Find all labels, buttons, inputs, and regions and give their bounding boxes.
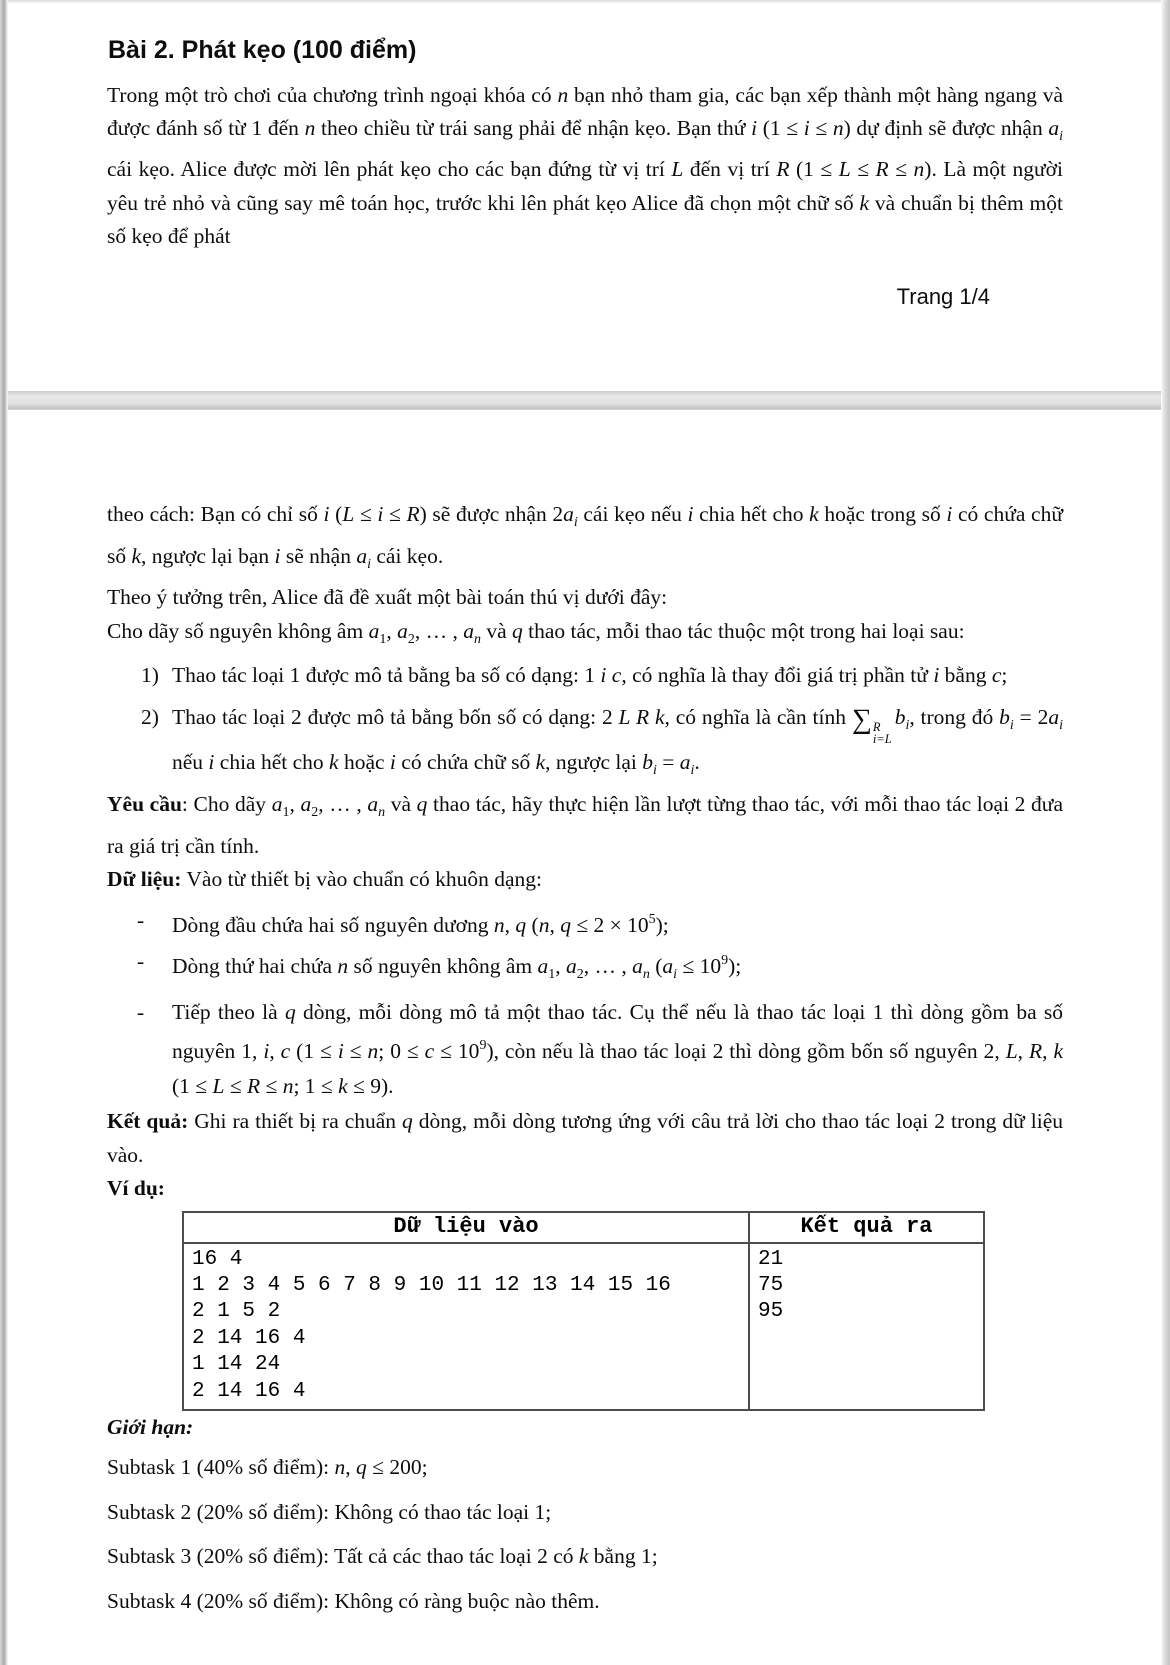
paragraph-idea: Theo ý tưởng trên, Alice đã đề xuất một bài toán thú vị dưới đây: [107,585,668,609]
operation-type-list [107,658,1063,788]
page-break-gap [0,391,1170,410]
list-item-marker: 2) [141,705,159,729]
problem-title: Bài 2. Phát kẹo (100 điểm) [108,35,417,64]
example-input-line: 16 4 [192,1247,243,1271]
input-format-item [107,995,1063,1104]
bullet-text: Dòng đầu chứa hai số nguyên dương n, q (n, $q \le 2 \times 10^5$); [172,911,669,937]
subtask-line: Subtask 4 (20% số điểm): Không có ràng buộc nào thêm. [107,1588,600,1613]
list-item-text: Thao tác loại 1 được mô tả bằng ba số có dạng: 1 i c, có nghĩa là thay đổi giá trị phần tử i bằng c; [172,663,1008,687]
page-2 [107,498,1063,1629]
example-input-line: 1 14 24 [192,1353,281,1377]
example-output-column [750,1213,983,1409]
page-top-shadow [0,0,1170,4]
page-number: Trang 1/4 [896,284,990,309]
paragraph-requirement: Yêu cầu: Cho dãy $a_1$, $a_2$, … , $a_n$ và q thao tác, hãy thực hiện lần lượt từng thao tác, với mỗi thao tác loại 2 đưa ra giá trị cần tính. [107,792,1064,858]
dash-bullet: - [137,949,145,973]
dash-bullet: - [137,907,145,932]
input-format-item [107,944,1063,993]
example-output-line: 95 [758,1300,784,1324]
example-input-line: 2 14 16 4 [192,1326,306,1350]
example-input-column [184,1213,750,1409]
subtask-line: Subtask 1 (40% số điểm): n, q ≤ 200; [107,1455,428,1480]
paragraph-output-format: Kết quả: Ghi ra thiết bị ra chuẩn q dòng, mỗi dòng tương ứng với câu trả lời cho thao tác loại 2 trong dữ liệu vào. [107,1109,1063,1167]
subtask-list [107,1451,1063,1618]
bullet-text: Dòng thứ hai chứa n số nguyên không âm $a_1$, $a_2$, … , $a_n$ $(a_i \le 10^9)$; [172,953,742,982]
dash-bullet: - [137,999,145,1024]
paragraph-input-format: Dữ liệu: Vào từ thiết bị vào chuẩn có khuôn dạng: [107,867,542,891]
example-table [182,1211,985,1411]
example-input-line: 2 1 5 2 [192,1300,281,1324]
input-format-list [107,903,1063,1104]
operation-type-item [107,658,1063,692]
input-column-body [184,1244,748,1409]
subtask-line: Subtask 2 (20% số điểm): Không có thao tác loại 1; [107,1499,552,1524]
list-item-marker: 1) [141,663,159,687]
output-column-header: Kết quả ra [750,1213,983,1244]
example-output-line: 75 [758,1273,784,1297]
output-column-body [750,1244,983,1409]
subtask-line: Subtask 3 (20% số điểm): Tất cả các thao tác loại 2 có k bằng 1; [107,1544,658,1569]
example-input-line: 2 14 16 4 [192,1379,306,1403]
bullet-text: Tiếp theo là q dòng, mỗi dòng mô tả một thao tác. Cụ thể nếu là thao tác loại 1 thì dòng gồm ba số nguyên 1, i, c (1 ≤ i ≤ n; $0 \le c \le 10^9$), còn nếu là thao tác loại 2 thì dòng gồm bốn số nguyên 2, L, R, k (1 ≤ L ≤ R ≤ n; 1 ≤ k ≤ 9). [172,999,1064,1098]
example-heading: Ví dụ: [107,1176,165,1200]
example-input-line: 1 2 3 4 5 6 7 8 9 10 11 12 13 14 15 16 [192,1273,671,1297]
input-column-header: Dữ liệu vào [184,1213,748,1244]
example-output-line: 21 [758,1247,784,1271]
input-format-item [107,903,1063,943]
paragraph-candy-rule: theo cách: Bạn có chỉ số i (L ≤ i ≤ R) sẽ được nhận $2a_i$ cái kẹo nếu i chia hết cho k hoặc trong số i có chứa chữ số k, ngược lại bạn i sẽ nhận $a_i$ cái kẹo. [107,502,1063,572]
operation-type-item [107,700,1063,788]
left-edge-shadow [0,0,8,1665]
right-edge-shadow [1161,0,1170,1665]
limits-heading: Giới hạn: [107,1414,194,1439]
paragraph-sequence-intro: Cho dãy số nguyên không âm $a_1$, $a_2$, … , $a_n$ và q thao tác, mỗi thao tác thuộc một trong hai loại sau: [107,618,965,647]
problem-intro-paragraph: Trong một trò chơi của chương trình ngoại khóa có n bạn nhỏ tham gia, các bạn xếp thành một hàng ngang và được đánh số từ 1 đến n theo chiều từ trái sang phải để nhận kẹo. Bạn thứ i (1 ≤ i ≤ n) dự định sẽ được nhận $a_i$ cái kẹo. Alice được mời lên phát kẹo cho các bạn đứng từ vị trí L đến vị trí R (1 ≤ L ≤ R ≤ n). Là một người yêu trẻ nhỏ và cũng say mê toán học, trước khi lên phát kẹo Alice đã chọn một chữ số k và chuẩn bị thêm một số kẹo để phát [107,82,1063,249]
list-item-text: Thao tác loại 2 được mô tả bằng bốn số có dạng: 2 L R k, có nghĩa là cần tính ∑ R i=L $b_i$, trong đó $b_i = 2a_i$ nếu i chia hết cho k hoặc i có chứa chữ số k, ngược lại $b_i = a_i$. [172,704,1063,778]
